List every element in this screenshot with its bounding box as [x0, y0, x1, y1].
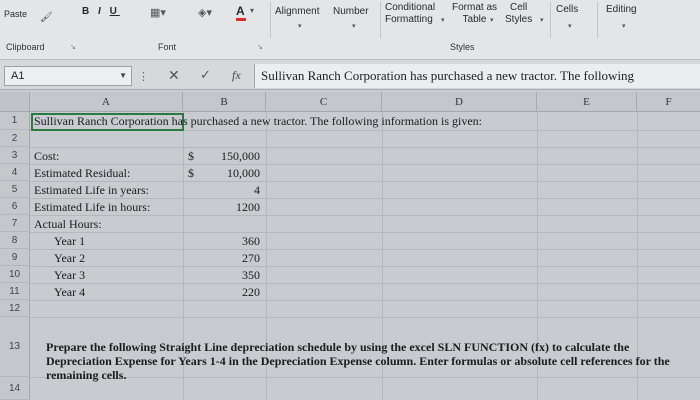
font-color-swatch — [236, 18, 246, 21]
grid-line — [30, 266, 700, 267]
cell-a3[interactable]: Cost: — [34, 149, 60, 163]
grid-line — [30, 215, 700, 216]
format-as-table-label-2: Table — [462, 14, 487, 25]
cell-a1[interactable]: Sullivan Ranch Corporation has purchased a new tractor. The following information is given: — [34, 114, 483, 128]
chevron-down-icon: ▾ — [441, 17, 445, 24]
cell-b5[interactable]: 4 — [254, 183, 260, 197]
column-header-c[interactable]: C — [266, 92, 382, 112]
conditional-formatting-label-2: Formatting — [385, 14, 433, 25]
format-painter-icon[interactable]: 🖌 — [40, 12, 53, 23]
row-header-10[interactable]: 10 — [0, 266, 30, 283]
alignment-button[interactable]: Alignment — [275, 6, 320, 17]
row-header-8[interactable]: 8 — [0, 232, 30, 249]
row-header-11[interactable]: 11 — [0, 283, 30, 300]
cell-b10[interactable]: 350 — [242, 268, 260, 282]
row-header-1[interactable]: 1 — [0, 112, 30, 130]
grid-line — [30, 283, 700, 284]
group-label-font: Font — [158, 42, 177, 52]
underline-button[interactable]: U — [109, 6, 120, 17]
grid-line — [30, 232, 700, 233]
chevron-down-icon: ▾ — [540, 17, 544, 24]
cell-a9[interactable]: Year 2 — [54, 251, 86, 265]
grid-line — [30, 317, 700, 318]
cell-b9[interactable]: 270 — [242, 251, 260, 265]
grid-line — [30, 300, 700, 301]
cell-b6[interactable]: 1200 — [236, 200, 260, 214]
cell-b4-currency: $ — [188, 166, 194, 180]
cell-a11[interactable]: Year 4 — [54, 285, 86, 299]
chevron-down-icon: ▾ — [298, 23, 302, 30]
chevron-down-icon: ▾ — [352, 23, 356, 30]
grid-line — [30, 198, 700, 199]
ribbon-divider — [550, 2, 551, 38]
cell-a4[interactable]: Estimated Residual: — [34, 166, 131, 180]
ribbon — [0, 0, 700, 60]
font-style-buttons — [82, 6, 120, 17]
grid-line — [30, 181, 700, 182]
conditional-formatting-label-1: Conditional — [385, 2, 436, 13]
dropdown-icon[interactable]: ▼ — [119, 71, 127, 80]
cells-button[interactable]: Cells — [556, 4, 579, 15]
row-header-2[interactable]: 2 — [0, 130, 30, 147]
borders-icon[interactable]: ▦▾ — [150, 7, 166, 19]
conditional-formatting-button[interactable] — [385, 2, 435, 26]
more-icon: ⋮ — [138, 71, 149, 83]
row-header-5[interactable]: 5 — [0, 181, 30, 198]
column-header-f[interactable]: F — [637, 92, 700, 112]
row-header-4[interactable]: 4 — [0, 164, 30, 181]
ribbon-divider — [597, 2, 598, 38]
cell-a5[interactable]: Estimated Life in years: — [34, 183, 149, 197]
row-header-6[interactable]: 6 — [0, 198, 30, 215]
cell-b8[interactable]: 360 — [242, 234, 260, 248]
spreadsheet-grid — [0, 92, 700, 400]
name-box-value: A1 — [11, 70, 25, 82]
formula-input[interactable]: Sullivan Ranch Corporation has purchased a new tractor. The following — [254, 64, 700, 88]
column-header-a[interactable]: A — [30, 92, 183, 112]
cell-a6[interactable]: Estimated Life in hours: — [34, 200, 151, 214]
row-header-7[interactable]: 7 — [0, 215, 30, 232]
chevron-down-icon: ▾ — [622, 23, 626, 30]
formula-bar — [0, 60, 700, 90]
chevron-down-icon[interactable]: ▾ — [250, 6, 255, 15]
ribbon-divider — [270, 2, 271, 38]
cell-a10[interactable]: Year 3 — [54, 268, 86, 282]
cell-b4[interactable]: 10,000 — [227, 166, 260, 180]
select-all-corner[interactable] — [0, 92, 30, 112]
row-header-3[interactable]: 3 — [0, 147, 30, 164]
name-box[interactable] — [4, 66, 132, 86]
function-icon[interactable]: fx — [232, 68, 241, 82]
row-header-14[interactable]: 14 — [0, 377, 30, 400]
cell-styles-label-2: Styles — [505, 14, 533, 25]
number-button[interactable]: Number — [333, 6, 369, 17]
grid-line — [30, 147, 700, 148]
row-header-9[interactable]: 9 — [0, 249, 30, 266]
cell-b3-currency: $ — [188, 149, 194, 163]
format-as-table-label-1: Format as — [452, 2, 498, 13]
cell-b11[interactable]: 220 — [242, 285, 260, 299]
group-label-styles: Styles — [450, 42, 475, 52]
cell-styles-label-1: Cell — [510, 2, 528, 13]
chevron-down-icon: ▾ — [568, 23, 572, 30]
column-header-b[interactable]: B — [183, 92, 266, 112]
cell-a7[interactable]: Actual Hours: — [34, 217, 102, 231]
grid-line — [30, 164, 700, 165]
font-color-icon[interactable]: A — [236, 4, 245, 18]
dialog-launcher-icon[interactable]: ↘ — [70, 44, 76, 51]
chevron-down-icon: ▾ — [490, 17, 494, 24]
cell-a8[interactable]: Year 1 — [54, 234, 86, 248]
dialog-launcher-icon[interactable]: ↘ — [257, 44, 263, 51]
row-header-13[interactable]: 13 — [0, 317, 30, 377]
bold-button[interactable]: B — [82, 6, 93, 17]
cell-styles-button[interactable] — [505, 2, 532, 26]
fill-color-icon[interactable]: ◈▾ — [198, 7, 212, 19]
cancel-icon[interactable]: ✕ — [168, 67, 180, 83]
cell-b3[interactable]: 150,000 — [221, 149, 260, 163]
italic-button[interactable]: I — [98, 6, 104, 17]
ribbon-divider — [380, 2, 381, 38]
editing-button[interactable]: Editing — [606, 4, 637, 15]
cell-a13-instruction[interactable]: Prepare the following Straight Line depreciation schedule by using the excel SLN FUNCTION (fx) to calculate the Depreciation Expense for Years 1-4 in the Depreciation Expense column. Enter formulas or absolute cell references for the remaining cells. — [46, 340, 670, 382]
paste-button[interactable]: Paste — [4, 9, 28, 19]
group-label-clipboard: Clipboard — [6, 42, 45, 52]
enter-icon[interactable]: ✓ — [200, 67, 211, 82]
column-header-d[interactable]: D — [382, 92, 537, 112]
column-header-e[interactable]: E — [537, 92, 637, 112]
grid-line — [30, 249, 700, 250]
row-header-12[interactable]: 12 — [0, 300, 30, 317]
